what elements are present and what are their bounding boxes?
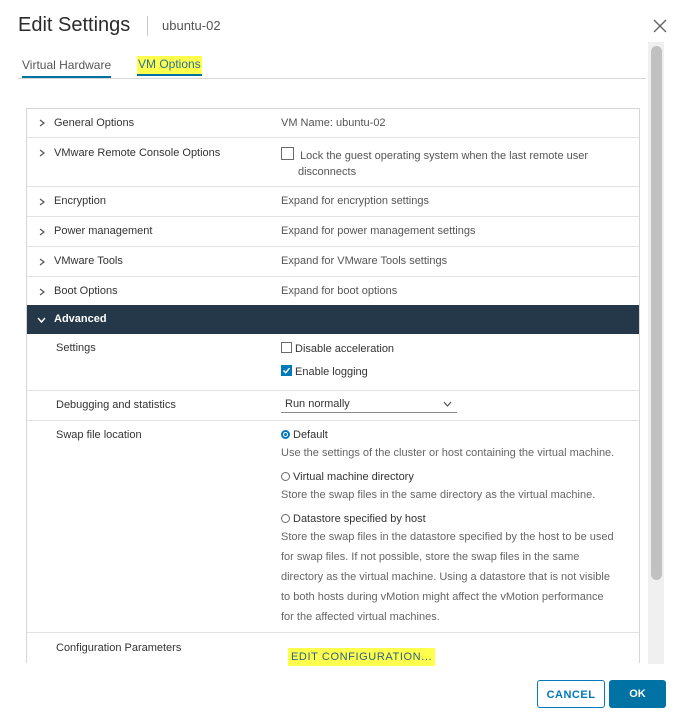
chevron-right-icon[interactable]	[38, 119, 46, 127]
swap-vm-directory-desc: Store the swap files in the same directory as the virtual machine.	[281, 489, 596, 501]
option-value: Expand for encryption settings	[281, 195, 429, 207]
title-divider	[147, 16, 148, 36]
checkmark-icon	[282, 366, 291, 375]
settings-label: Settings	[56, 342, 96, 354]
chevron-right-icon[interactable]	[38, 198, 46, 206]
chevron-right-icon[interactable]	[38, 258, 46, 266]
swap-datastore-desc-line: Store the swap files in the datastore specified by the host to be used	[281, 531, 614, 543]
swap-option-default	[281, 427, 631, 463]
swap-datastore-label: Datastore specified by host	[293, 513, 426, 525]
enable-logging-label: Enable logging	[295, 366, 368, 378]
swap-default-label: Default	[293, 429, 328, 441]
tab-vm-options[interactable]: VM Options	[137, 56, 202, 76]
option-row-boot[interactable]	[27, 277, 639, 305]
disable-acceleration-option	[281, 342, 394, 355]
lock-guest-label-line2: disconnects	[298, 166, 357, 178]
chevron-right-icon[interactable]	[38, 228, 46, 236]
chevron-right-icon[interactable]	[38, 149, 46, 157]
disable-acceleration-label: Disable acceleration	[295, 343, 395, 355]
debugging-selected-value: Run normally	[285, 398, 350, 410]
debugging-select[interactable]	[281, 397, 457, 413]
swap-default-radio[interactable]	[281, 430, 290, 439]
options-panel	[26, 108, 640, 663]
option-label: Encryption	[54, 195, 106, 207]
lock-guest-label-line1: Lock the guest operating system when the last remote user	[300, 150, 589, 162]
option-label: General Options	[54, 117, 135, 129]
lock-guest-checkbox[interactable]	[281, 147, 294, 160]
tab-bar	[18, 52, 646, 79]
option-row-encryption[interactable]	[27, 187, 639, 217]
chevron-down-icon	[443, 401, 452, 407]
option-label: VMware Tools	[54, 255, 123, 267]
lock-guest-option	[281, 147, 588, 162]
option-label: VMware Remote Console Options	[54, 147, 221, 159]
swap-option-vm-directory	[281, 469, 631, 505]
swap-datastore-desc-line: for the affected virtual machines.	[281, 611, 440, 623]
swap-datastore-desc-line: to both hosts during vMotion might affect the vMotion performance	[281, 591, 604, 603]
config-params-label: Configuration Parameters	[56, 642, 182, 654]
option-row-general[interactable]	[27, 109, 639, 138]
swap-option-datastore	[281, 511, 633, 627]
disable-acceleration-checkbox[interactable]	[281, 342, 292, 353]
option-row-vmware-tools[interactable]	[27, 247, 639, 277]
option-label: Power management	[54, 225, 153, 237]
dialog-title: Edit Settings	[18, 14, 131, 36]
option-label: Boot Options	[54, 285, 118, 297]
swap-datastore-desc-line: directory as the virtual machine. Using a datastore that is not visible	[281, 571, 610, 583]
option-row-power-management[interactable]	[27, 217, 639, 247]
swap-datastore-desc-line: for swap files. If not possible, store the swap files in the same	[281, 551, 580, 563]
chevron-down-icon[interactable]	[37, 316, 46, 324]
chevron-right-icon[interactable]	[38, 288, 46, 296]
swap-vm-directory-radio[interactable]	[281, 472, 290, 481]
swap-vm-directory-label: Virtual machine directory	[293, 471, 414, 483]
ok-button[interactable]: OK	[609, 680, 666, 708]
option-row-remote-console[interactable]	[27, 138, 639, 187]
tab-virtual-hardware[interactable]: Virtual Hardware	[22, 58, 111, 78]
advanced-label: Advanced	[54, 313, 107, 325]
cancel-button[interactable]: CANCEL	[537, 680, 605, 708]
option-value: Expand for VMware Tools settings	[281, 255, 448, 267]
vm-name-subtitle: ubuntu-02	[162, 18, 221, 33]
swap-default-desc: Use the settings of the cluster or host containing the virtual machine.	[281, 447, 615, 459]
swap-file-label: Swap file location	[56, 429, 142, 441]
enable-logging-checkbox[interactable]	[281, 365, 292, 376]
close-icon	[650, 16, 670, 36]
option-value: Expand for power management settings	[281, 225, 476, 237]
option-value: VM Name: ubuntu-02	[281, 117, 386, 129]
edit-configuration-button[interactable]: EDIT CONFIGURATION...	[288, 648, 435, 666]
swap-datastore-radio[interactable]	[281, 514, 290, 523]
debugging-row	[27, 391, 639, 421]
debugging-label: Debugging and statistics	[56, 399, 176, 411]
advanced-section-header[interactable]	[27, 305, 639, 334]
advanced-settings-row	[27, 334, 639, 391]
scrollbar-thumb[interactable]	[651, 46, 662, 580]
swap-file-row	[27, 421, 639, 633]
option-value: Expand for boot options	[281, 285, 398, 297]
enable-logging-option	[281, 365, 368, 378]
close-button[interactable]	[650, 16, 670, 36]
